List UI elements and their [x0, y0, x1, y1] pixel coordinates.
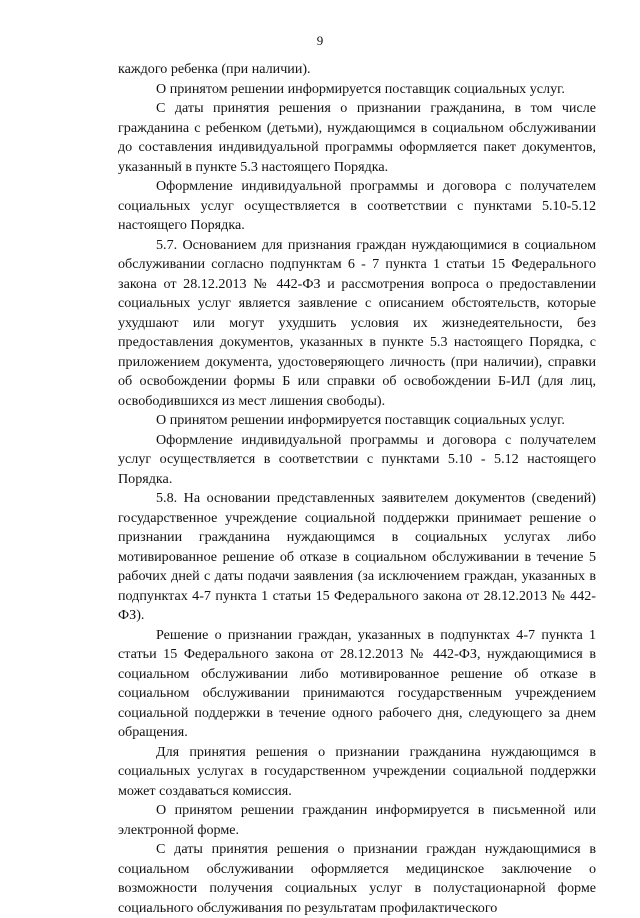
paragraph: Оформление индивидуальной программы и договора с получателем социальных услуг осуществляется в соответствии с пунктами 5.10-5.12 настоящего Порядка.	[118, 178, 596, 233]
paragraph: С даты принятия решения о признании гражданина, в том числе гражданина с ребенком (детьми), нуждающимся в социальном обслуживании до составления индивидуальной программы оформляется пакет документов, указанный в пункте 5.3 настоящего Порядка.	[118, 100, 596, 175]
paragraph: Решение о признании граждан, указанных в подпунктах 4-7 пункта 1 статьи 15 Федерального закона от 28.12.2013 № 442-ФЗ, нуждающимися в социальном обслуживании либо мотивированное решение об отказе в социальном обслуживании принимаются государственным учреждением социальной поддержки в течение одного рабочего дня, следующего за днем обращения.	[118, 626, 596, 740]
paragraph: Для принятия решения о признании гражданина нуждающимся в социальных услугах в государственном учреждении социальной поддержки может создаваться комиссия.	[118, 743, 596, 799]
paragraph: С даты принятия решения о признании граждан нуждающимися в социальном обслуживании оформляется медицинское заключение о возможности получения социальных услуг в полустационарной форме социального обслуживания по результатам профилактического	[118, 841, 596, 916]
paragraph-5-8: 5.8. На основании представленных заявителем документов (сведений) государственное учреждение социальной поддержки принимает решение о признании гражданина нуждающимся в социальных услугах либо мотивированное решение об отказе в социальном обслуживании в течение 5 рабочих дней с даты подачи заявления (за исключением граждан, указанных в подпунктах 4-7 пункта 1 статьи 15 Федерального закона от 28.12.2013 № 442-ФЗ).	[118, 490, 596, 623]
paragraph-5-7: 5.7. Основанием для признания граждан нуждающимися в социальном обслуживании согласно подпунктам 6 - 7 пункта 1 статьи 15 Федерального закона от 28.12.2013 № 442-ФЗ и рассмотрения вопроса о предоставлении социальных услуг является заявление с описанием обстоятельств, которые ухудшают или могут ухудшить условия их жизнедеятельности, без предоставления документов, указанных в пункте 5.3 настоящего Порядка, с приложением документа, удостоверяющего личность (при наличии), справки об освобождении формы Б или справки об освобождении Б-ИЛ (для лиц, освободившихся из мест лишения свободы).	[118, 236, 596, 409]
paragraph: О принятом решении гражданин информируется в письменной или электронной форме.	[118, 802, 596, 838]
page-number: 9	[316, 33, 324, 48]
paragraph: О принятом решении информируется поставщик социальных услуг.	[156, 80, 565, 97]
paragraph: О принятом решении информируется поставщик социальных услуг.	[156, 412, 565, 428]
paragraph-continuation: каждого ребенка (при наличии).	[118, 61, 311, 77]
page-body	[118, 60, 596, 918]
paragraph: Оформление индивидуальной программы и договора с получателем услуг осуществляется в соответствии с пунктами 5.10 - 5.12 настоящего Порядка.	[118, 431, 596, 487]
